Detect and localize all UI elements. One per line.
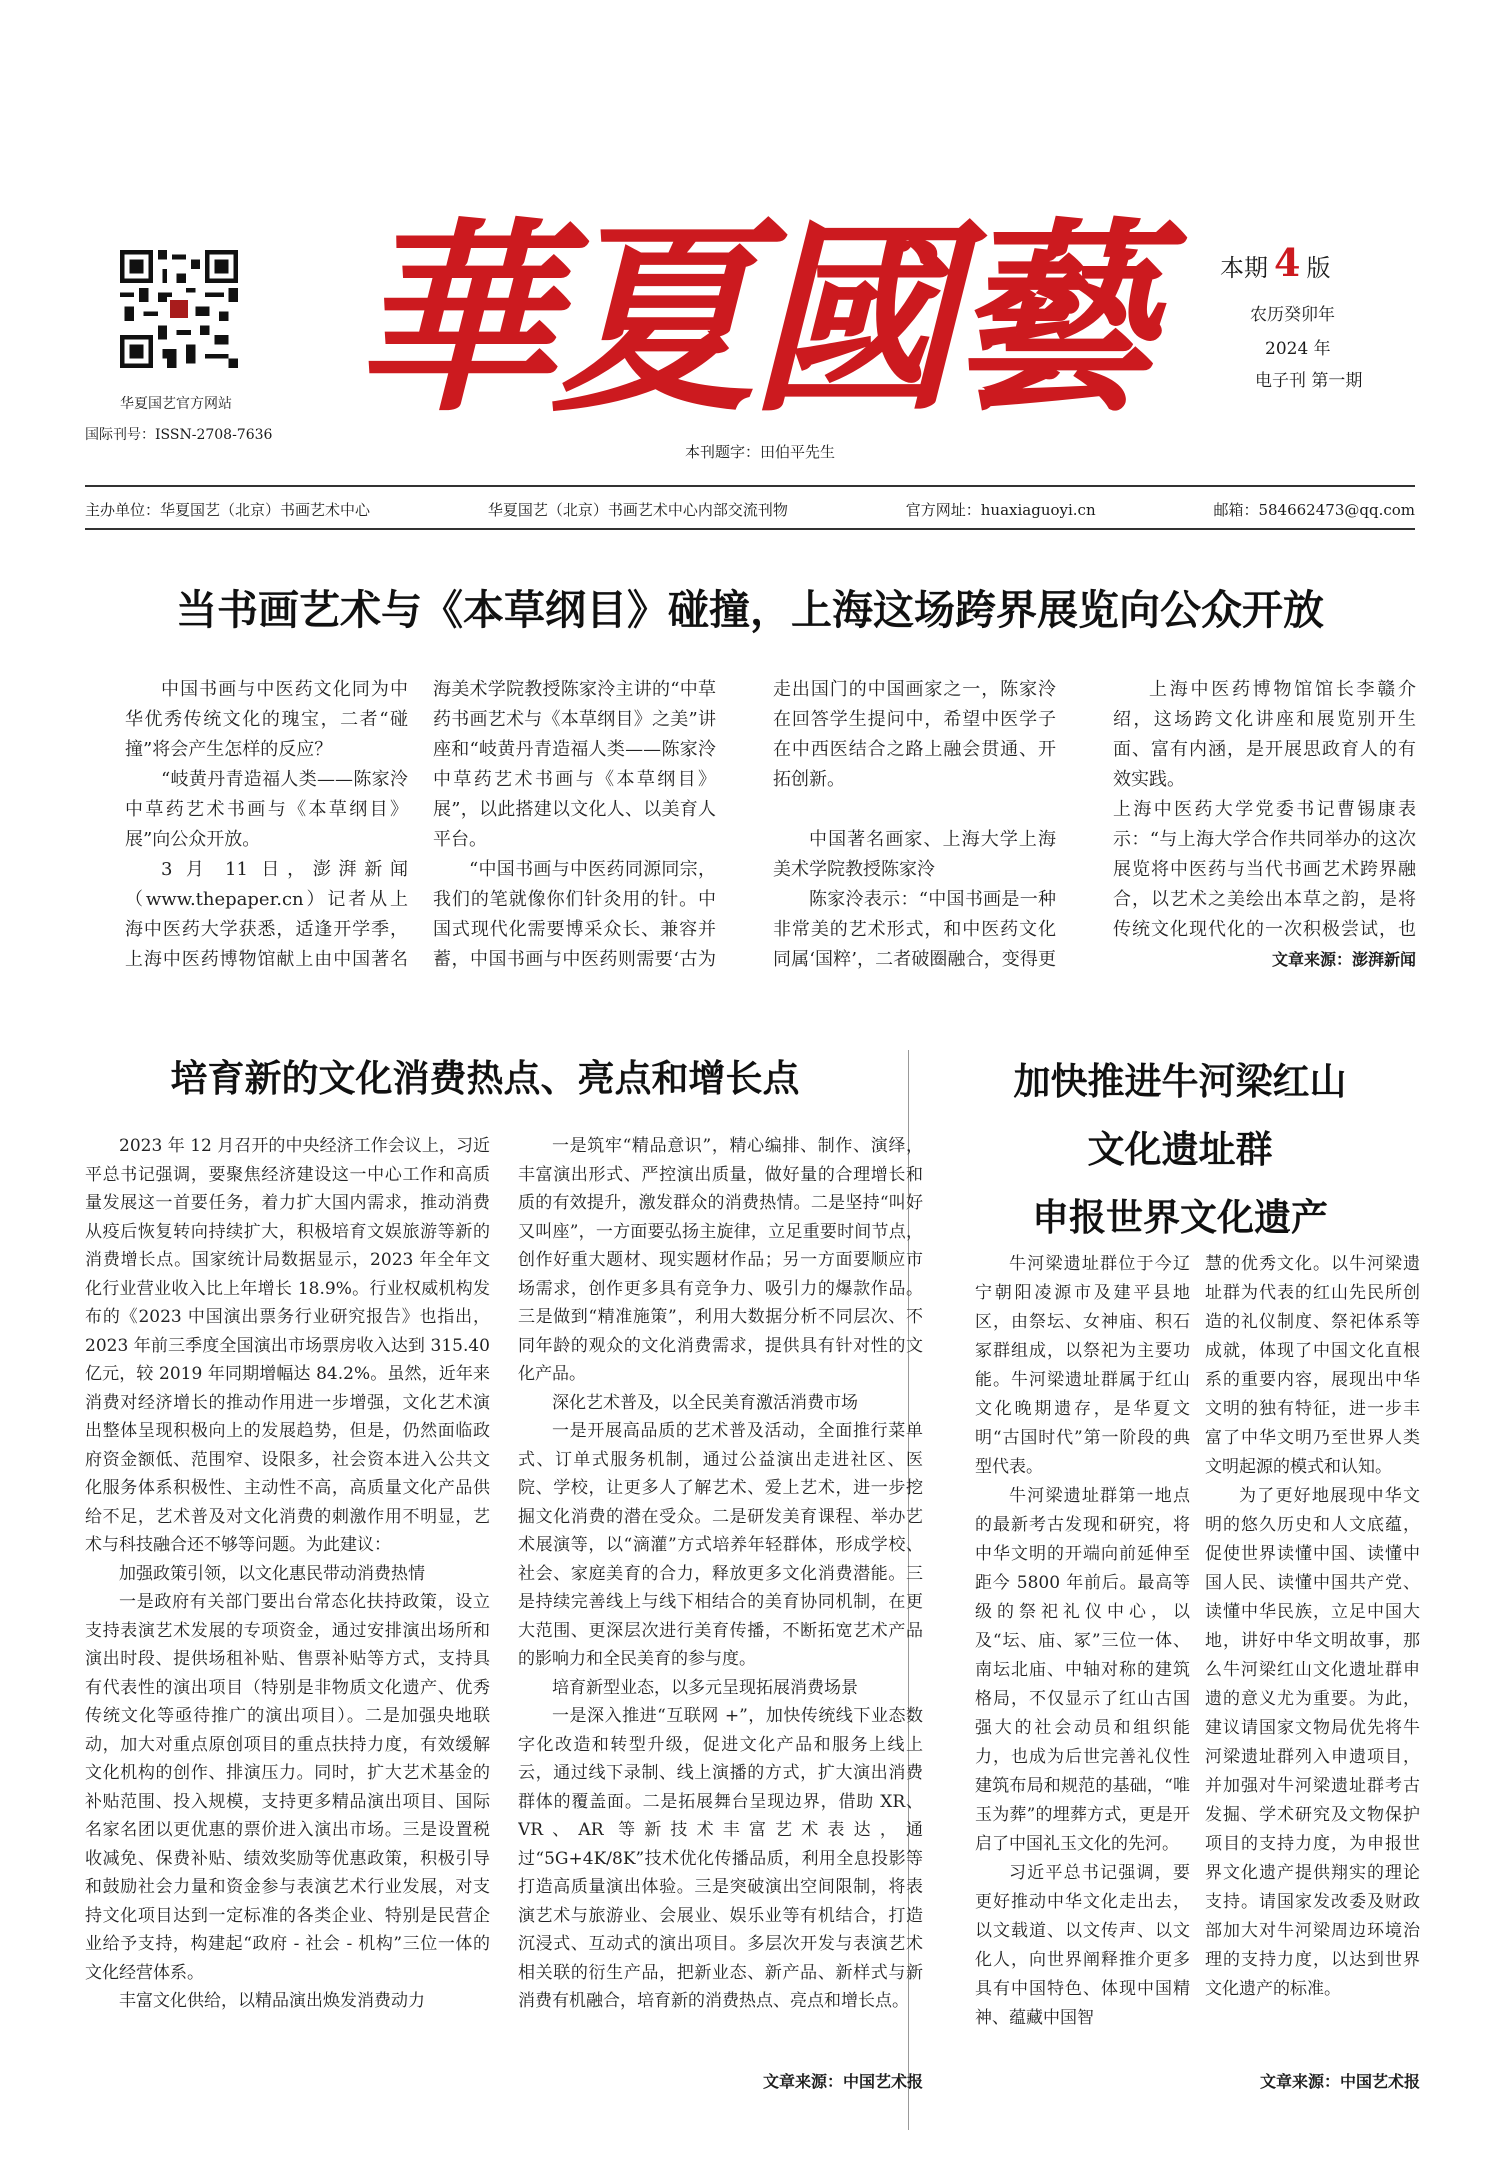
paragraph: “岐黄丹青造福人类——陈家泠中草药艺术书画与《本草纲目》展”向公众开放。: [125, 769, 408, 850]
website-label: 华夏国艺官方网站: [120, 396, 232, 412]
article2-source: 文章来源：中国艺术报: [762, 2072, 923, 2091]
article3-col1: [975, 1250, 1190, 2135]
subheading: 培育新型业态，以多元呈现拓展消费场景: [552, 1677, 858, 1698]
subheading: 加强政策引领，以文化惠民带动消费热情: [119, 1563, 425, 1584]
article3-headline-line2: 文化遗址群: [1087, 1128, 1273, 1171]
image-caption: 中国著名画家、上海大学上海美术学院教授陈家泠: [773, 829, 1056, 880]
paragraph: 上海中医药博物馆馆长李赣介绍，这场跨文化讲座和展览别开生面、富有内涵，是开展思政育人的有效实践。: [1113, 679, 1416, 790]
article1-col2: [433, 675, 716, 975]
article1-source: 文章来源：澎湃新闻: [1271, 950, 1416, 969]
info-bar: [85, 492, 1415, 526]
paragraph: 一是开展高品质的艺术普及活动，全面推行菜单式、订单式服务机制，通过公益演出走进社区、医院、学校，让更多人了解艺术、爱上艺术，进一步挖掘文化消费的潜在受众。二是研发美育课程、举办艺术展演等，以“滴灌”方式培养年轻群体，形成学校、社会、家庭美育的合力，释放更多文化消费潜能。三是持续完善线上与线下相结合的美育协同机制，在更大范围、更深层次进行美育传播，不断拓宽艺术产品的影响力和全民美育的参与度。: [518, 1421, 923, 1669]
paragraph: 2023 年 12 月召开的中央经济工作会议上，习近平总书记强调，要聚焦经济建设这一中心工作和高质量发展这一首要任务，着力扩大国内需求，推动消费从疫后恢复转向持续扩大，积极培育文娱旅游等新的消费增长点。国家统计局数据显示，2023 年全年文化行业营业收入比上年增长 18.9%。行业权威机构发布的《2023 中国演出票务行业研究报告》也指出，2023 年前三季度全国演出市场票房收入达到 315.40 亿元，较 2019 年同期增幅达 84.2%。虽然，近年来消费对经济增长的推动作用进一步增强，文化艺术演出整体呈现积极向上的发展趋势，但是，仍然面临政府资金额低、范围窄、设限多，社会资本进入公共文化服务体系积极性、主动性不高，高质量文化产品供给不足，艺术普及对文化消费的刺激作用不明显，艺术与科技融合还不够等问题。为此建议：: [85, 1136, 490, 1555]
year: 2024 年: [1265, 339, 1331, 359]
issue-prefix: 本期: [1220, 254, 1268, 282]
paragraph: 一是深入推进“互联网 +”，加快传统线下业态数字化改造和转型升级，促进文化产品和服务上线上云，通过线下录制、线上演播的方式，扩大演出消费群体的覆盖面。二是拓展舞台呈现边界，借助 XR、VR、AR 等新技术丰富艺术表达，通过“5G+4K/8K”技术优化传播品质，利用全息投影等打造高质量演出体验。三是突破演出空间限制，将表演艺术与旅游业、会展业、娱乐业等有机结合，打造沉浸式、互动式的演出项目。多层次开发与表演艺术相关联的衍生产品，把新业态、新产品、新样式与新消费有机融合，培育新的消费热点、亮点和增长点。: [518, 1706, 923, 2011]
article2-col2: [518, 1132, 923, 2072]
issn: 国际刊号：ISSN-2708-7636: [85, 427, 273, 443]
article1-col1: [125, 675, 408, 975]
top-rule: [85, 485, 1415, 487]
paragraph: 陈家泠表示：“中国书画是一种非常美的艺术形式，和中医药文化同属‘国粹’，二者破圈融合，变得更: [773, 889, 1056, 970]
paragraph: 海美术学院教授陈家泠主讲的“中草药书画艺术与《本草纲目》之美”讲座和“岐黄丹青造福人类——陈家泠中草药艺术书画与《本草纲目》展”，以此搭建以文化人、以美育人平台。: [433, 679, 716, 850]
paragraph: 一是筑牢“精品意识”，精心编排、制作、演绎，丰富演出形式、严控演出质量，做好量的合理增长和质的有效提升，激发群众的消费热情。二是坚持“叫好又叫座”，一方面要弘扬主旋律，立足重要时间节点，创作好重大题材、现实题材作品；另一方面要顺应市场需求，创作更多具有竞争力、吸引力的爆款作品。三是做到“精准施策”，利用大数据分析不同层次、不同年龄的观众的文化消费需求，提供具有针对性的文化产品。: [518, 1136, 923, 1384]
article1-col3: [773, 675, 1056, 975]
inscription: 本刊题字：田伯平先生: [685, 443, 836, 461]
email: 邮箱：584662473@qq.com: [1213, 500, 1415, 519]
issue-suffix: 版: [1306, 254, 1331, 282]
article2-col1: [85, 1132, 490, 2137]
sponsor: 主办单位：华夏国艺（北京）书画艺术中心: [85, 500, 371, 519]
subheading: 丰富文化供给，以精品演出焕发消费动力: [119, 1991, 425, 2011]
qr-code: [120, 250, 238, 368]
article1-headline: 当书画艺术与《本草纲目》碰撞，上海这场跨界展览向公众开放: [176, 586, 1324, 634]
paragraph: 3 月 11 日，澎湃新闻（www.thepaper.cn）记者从上海中医药大学获悉，适逢开学季，上海中医药博物馆献上由中国著名: [125, 859, 408, 970]
paragraph: 走出国门的中国画家之一，陈家泠在回答学生提问中，希望中医学子在中西医结合之路上融会贯通、开拓创新。: [773, 679, 1056, 790]
article3-headline-line3: 申报世界文化遗产: [1032, 1196, 1328, 1239]
masthead-title: 華夏國藝: [352, 200, 1148, 440]
paragraph: 为了更好地展现中华文明的悠久历史和人文底蕴，促使世界读懂中国、读懂中国人民、读懂中国共产党、读懂中华民族，立足中国大地，讲好中华文明故事，那么牛河梁红山文化遗址群申遗的意义尤为重要。为此，建议请国家文物局优先将牛河梁遗址群列入申遗项目，并加强对牛河梁遗址群考古发掘、学术研究及文物保护项目的支持力度，为申报世界文化遗产提供翔实的理论支持。请国家发改委及财政部加大对牛河梁周边环境治理的支持力度，以达到世界文化遗产的标准。: [1205, 1486, 1420, 1999]
lunar-year: 农历癸卯年: [1250, 305, 1335, 325]
article3-source: 文章来源：中国艺术报: [1259, 2072, 1420, 2091]
edition: 电子刊 第一期: [1255, 371, 1363, 391]
publication: 华夏国艺（北京）书画艺术中心内部交流刊物: [487, 500, 788, 519]
paragraph: 中国书画与中医药文化同为中华优秀传统文化的瑰宝，二者“碰撞”将会产生怎样的反应？: [125, 679, 408, 760]
issue-value: 4: [1274, 240, 1301, 285]
article3-col2: [1205, 1250, 1420, 2070]
paragraph: “中国书画与中医药同源同宗，我们的笔就像你们针灸用的针。中国式现代化需要博采众长、兼容并蓄，中国书画与中医药则需要‘古为: [433, 859, 716, 970]
article3-headline-line1: 加快推进牛河梁红山: [1013, 1060, 1347, 1103]
article3-headline: [930, 1048, 1430, 1252]
paragraph: 慧的优秀文化。以牛河梁遗址群为代表的红山先民所创造的礼仪制度、祭祀体系等成就，体现了中国文化直根系的重要内容，展现出中华文明的独有特征，进一步丰富了中华文明乃至世界人类文明起源的模式和认知。: [1205, 1254, 1420, 1477]
paragraph: 牛河梁遗址群位于今辽宁朝阳凌源市及建平县地区，由祭坛、女神庙、积石冢群组成，以祭祀为主要功能。牛河梁遗址群属于红山文化晚期遗存，是华夏文明“古国时代”第一阶段的典型代表。: [975, 1254, 1190, 1477]
paragraph: 一是政府有关部门要出台常态化扶持政策，设立支持表演艺术发展的专项资金，通过安排演出场所和演出时段、提供场租补贴、售票补贴等方式，支持具有代表性的演出项目（特别是非物质文化遗产、优秀传统文化等亟待推广的演出项目）。二是加强央地联动，加大对重点原创项目的重点扶持力度，有效缓解文化机构的创作、排演压力。同时，扩大艺术基金的补贴范围、投入规模，支持更多精品演出项目、国际名家名团以更优惠的票价进入演出市场。三是设置税收减免、保费补贴、绩效奖励等优惠政策，积极引导和鼓励社会力量和资金参与表演艺术行业发展，对支持文化项目达到一定标准的各类企业、特别是民营企业给予支持，构建起“政府 - 社会 - 机构”三位一体的文化经营体系。: [85, 1592, 490, 1983]
subheading: 深化艺术普及，以全民美育激活消费市场: [552, 1392, 858, 1413]
bottom-rule: [85, 528, 1415, 530]
website-url: 官方网址：huaxiaguoyi.cn: [905, 500, 1096, 519]
paragraph: 上海中医药大学党委书记曹锡康表示：“与上海大学合作共同举办的这次展览将中医药与当代书画艺术跨界融合，以艺术之美绘出本草之韵，是将传统文化现代化的一次积极尝试，也: [1113, 799, 1416, 940]
article1-col4: [1113, 675, 1416, 945]
paragraph: 习近平总书记强调，要更好推动中华文化走出去，以文载道、以文传声、以文化人，向世界阐释推介更多具有中国特色、体现中国精神、蕴藏中国智: [975, 1863, 1190, 2028]
paragraph: 牛河梁遗址群第一地点的最新考古发现和研究，将中华文明的开端向前延伸至距今 5800 年前后。最高等级的祭祀礼仪中心，以及“坛、庙、冢”三位一体、南坛北庙、中轴对称的建筑格局，不仅显示了红山古国强大的社会动员和组织能力，也成为后世完善礼仪性建筑布局和规范的基础，“唯玉为葬”的埋葬方式，更是开启了中国礼玉文化的先河。: [975, 1486, 1190, 1854]
issue-number: [1220, 240, 1330, 285]
article2-headline: 培育新的文化消费热点、亮点和增长点: [170, 1057, 800, 1100]
